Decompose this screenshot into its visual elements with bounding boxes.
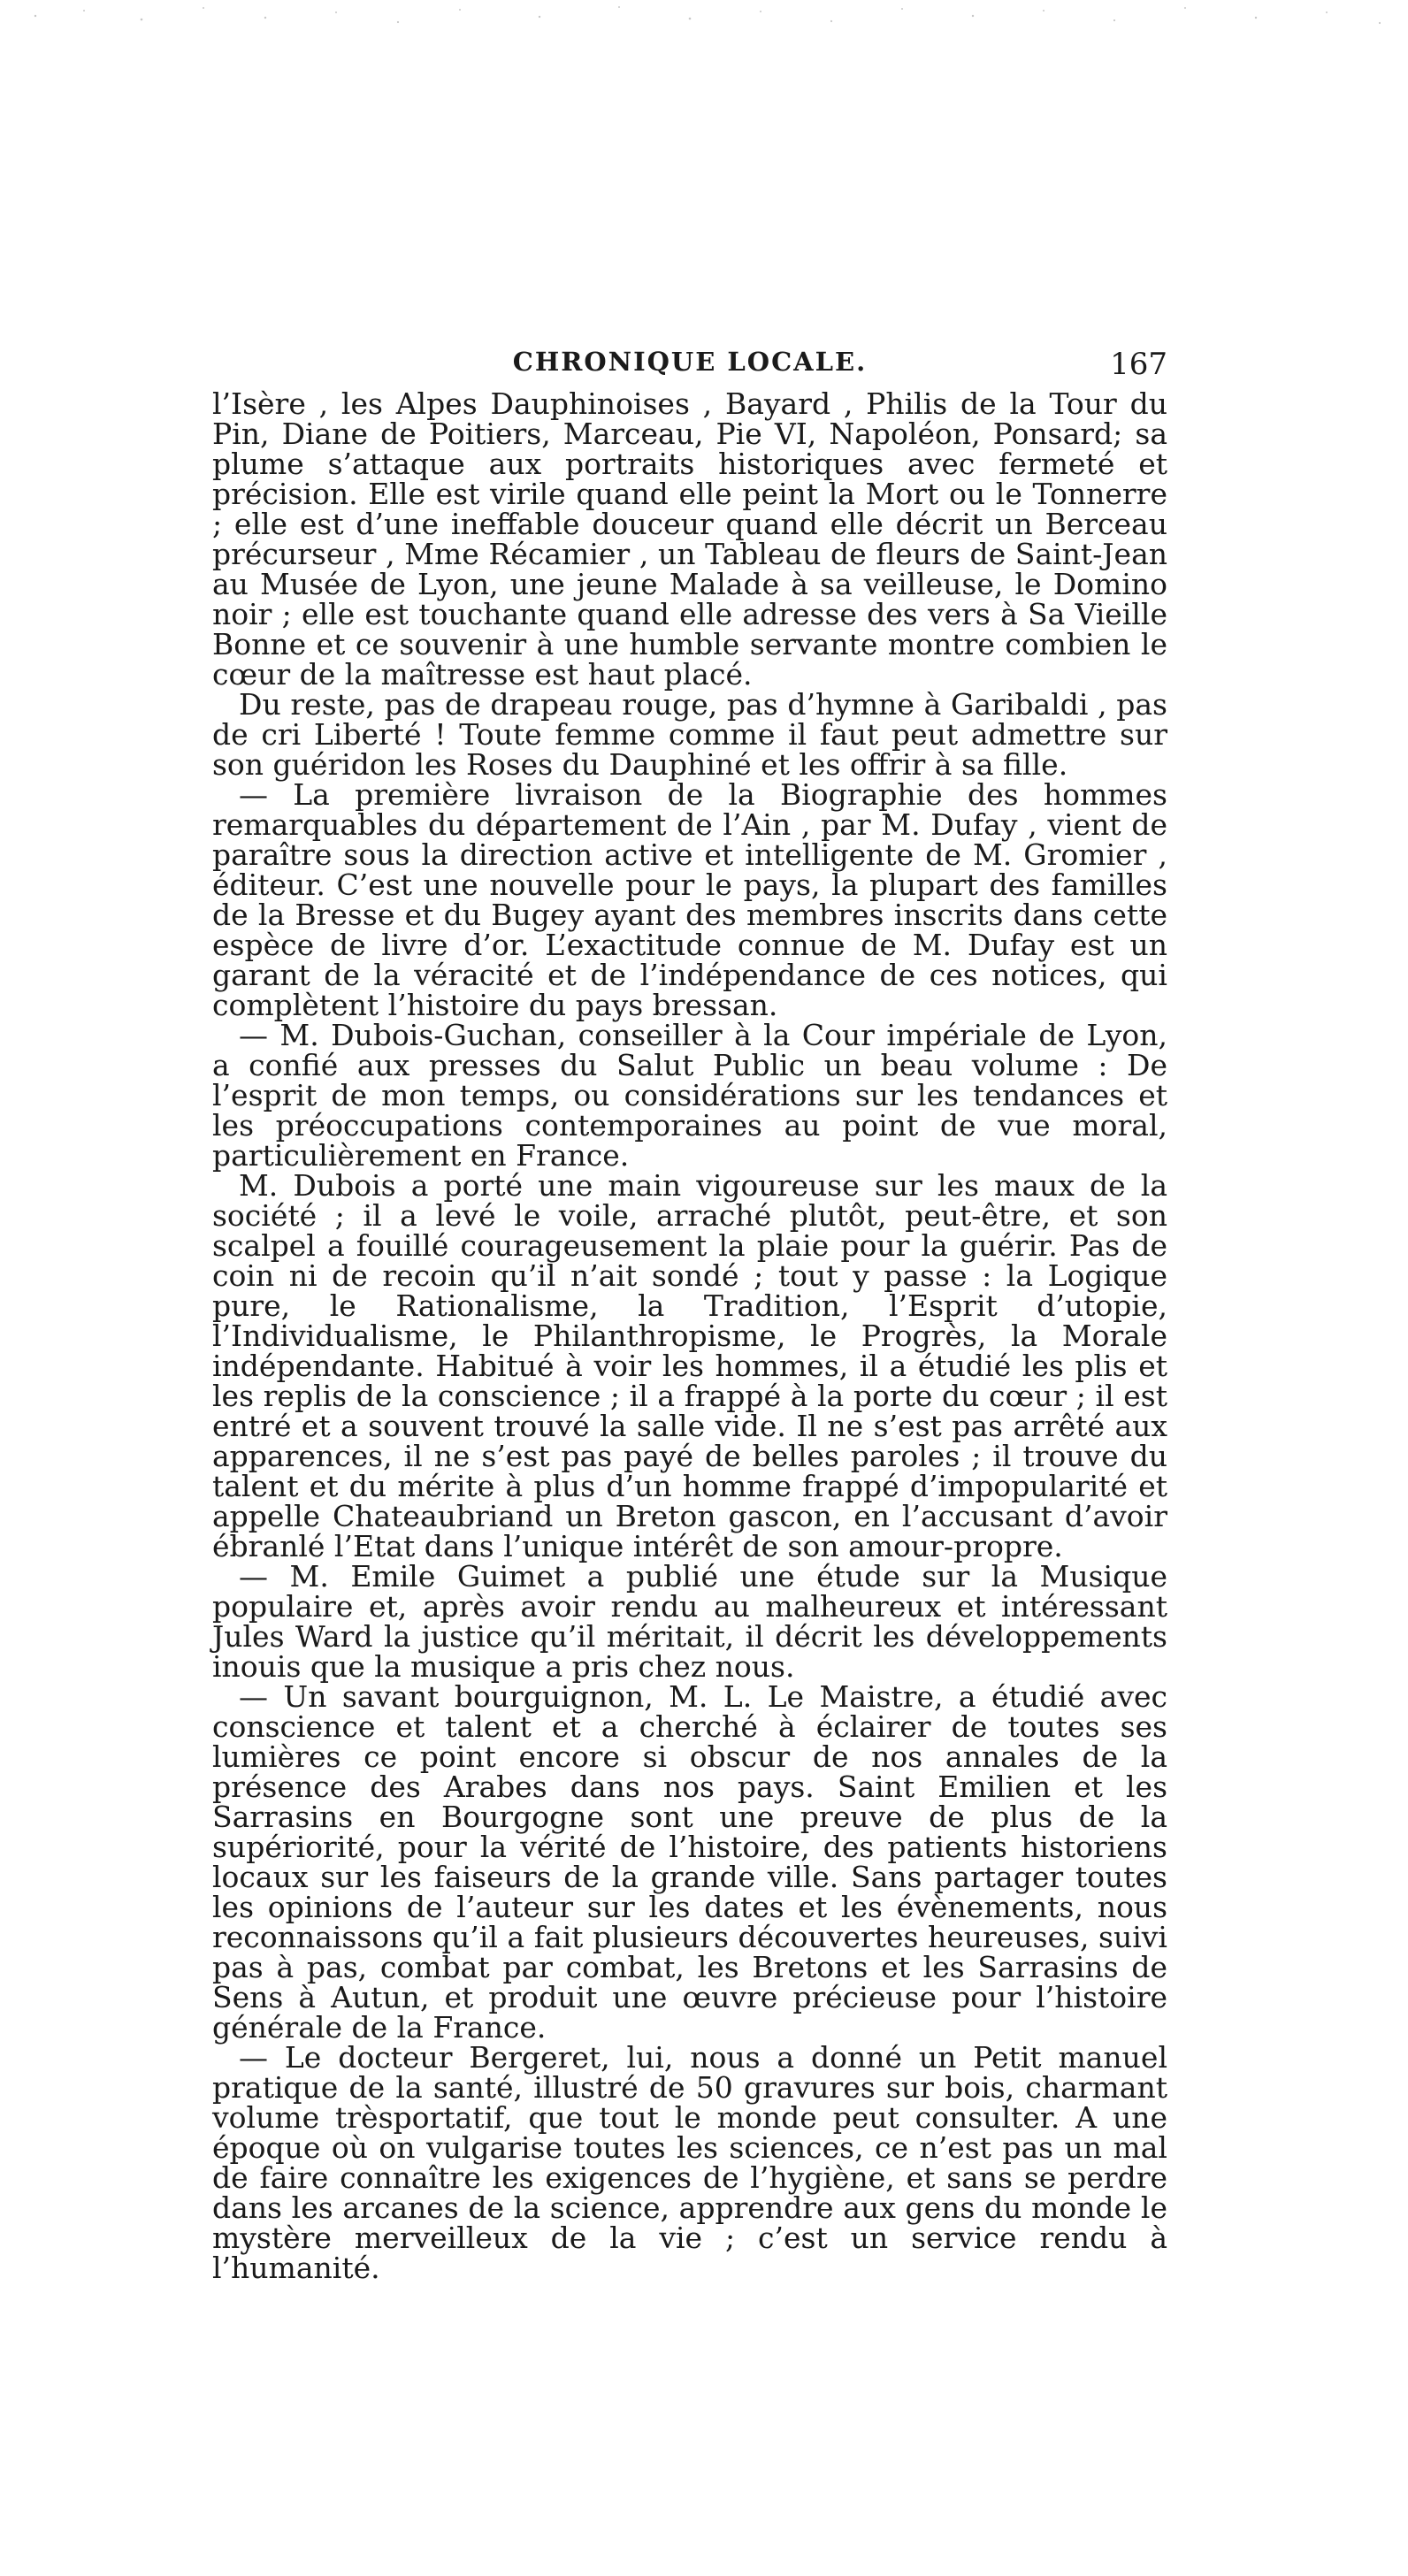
paragraph-bergeret: — Le docteur Bergeret, lui, nous a donné un Petit manuel pratique de la santé, illustré de 50 gravures sur bois, charmant volume trèsportatif, que tout le monde peut consulter. A une époque où on vulgarise toutes les sciences, ce n’est pas un mal de faire connaître les exigences de l’hygiène, et sans se perdre dans les arcanes de la science, apprendre aux gens du monde le mystère merveilleux de la vie ; c’est un service rendu à l’humanité.	[212, 2040, 1167, 2285]
paragraph-guimet: — M. Emile Guimet a publié une étude sur la Musique populaire et, après avoir rendu au malheureux et intéressant Jules Ward la justice qu’il méritait, il décrit les développements inouis que la musique a pris chez nous.	[212, 1559, 1167, 1684]
paragraph-le-maistre: — Un savant bourguignon, M. L. Le Maistre, a étudié avec conscience et talent et a cherché à éclairer de toutes ses lumières ce point encore si obscur de nos annales de la présence des Arabes dans nos pays. Saint Emilien et les Sarrasins en Bourgogne sont une preuve de plus de la supériorité, pour la vérité de l’histoire, des patients historiens locaux sur les faiseurs de la grande ville. Sans partager toutes les opinions de l’auteur sur les dates et les évènements, nous reconnaissons qu’il a fait plusieurs découvertes heureuses, suivi pas à pas, combat par combat, les Bretons et les Sarrasins de Sens à Autun, et produit une œuvre précieuse pour l’histoire générale de la France.	[212, 1679, 1167, 2045]
page-header	[212, 347, 1167, 387]
paragraph-dubois-guchan: — M. Dubois-Guchan, conseiller à la Cour impériale de Lyon, a confié aux presses du Salut Public un beau volume : De l’esprit de mon temps, ou considérations sur les tendances et les préoccupations contemporaines au point de vue moral, particulièrement en France.	[212, 1018, 1167, 1173]
paragraph-biographie: — La première livraison de la Biographie des hommes remarquables du département de l’Ain , par M. Dufay , vient de paraître sous la direction active et intelligente de M. Gromier , éditeur. C’est une nouvelle pour le pays, la plupart des familles de la Bresse et du Bugey ayant des membres inscrits dans cette espèce de livre d’or. L’exactitude connue de M. Dufay est un garant de la véracité et de l’indépendance de ces notices, qui complètent l’histoire du pays bressan.	[212, 777, 1167, 1022]
body-text	[212, 386, 1167, 2285]
page-number: 167	[1110, 347, 1167, 382]
paragraph-dubois-review: M. Dubois a porté une main vigoureuse sur les maux de la société ; il a levé le voile, arraché plutôt, peut-être, et son scalpel a fouillé courageusement la plaie pour la guérir. Pas de coin ni de recoin qu’il n’ait sondé ; tout y passe : la Logique pure, le Rationalisme, la Tradition, l’Esprit d’utopie, l’Individualisme, le Philanthropisme, le Progrès, la Morale indépendante. Habitué à voir les hommes, il a étudié les plis et les replis de la conscience ; il a frappé à la porte du cœur ; il est entré et a souvent trouvé la salle vide. Il ne s’est pas arrêté aux apparences, il ne s’est pas payé de belles paroles ; il trouve du talent et du mérite à plus d’un homme frappé d’impopularité et appelle Chateaubriand un Breton gascon, en l’accusant d’avoir ébranlé l’Etat dans l’unique intérêt de son amour-propre.	[212, 1168, 1167, 1563]
scan-noise-band	[0, 0, 1408, 53]
running-title: CHRONIQUE LOCALE.	[512, 347, 868, 377]
paragraph-isere: l’Isère , les Alpes Dauphinoises , Bayard , Philis de la Tour du Pin, Diane de Poitiers, Marceau, Pie VI, Napoléon, Ponsard; sa plume s’attaque aux portraits historiques avec fermeté et précision. Elle est virile quand elle peint la Mort ou le Tonnerre ; elle est d’une ineffable douceur quand elle décrit un Berceau précurseur , Mme Récamier , un Tableau de fleurs de Saint-Jean au Musée de Lyon, une jeune Malade à sa veilleuse, le Domino noir ; elle est touchante quand elle adresse des vers à Sa Vieille Bonne et ce souvenir à une humble servante montre combien le cœur de la maîtresse est haut placé.	[212, 386, 1167, 692]
paragraph-du-reste: Du reste, pas de drapeau rouge, pas d’hymne à Garibaldi , pas de cri Liberté ! Toute femme comme il faut peut admettre sur son guéridon les Roses du Dauphiné et les offrir à sa fille.	[212, 687, 1167, 782]
